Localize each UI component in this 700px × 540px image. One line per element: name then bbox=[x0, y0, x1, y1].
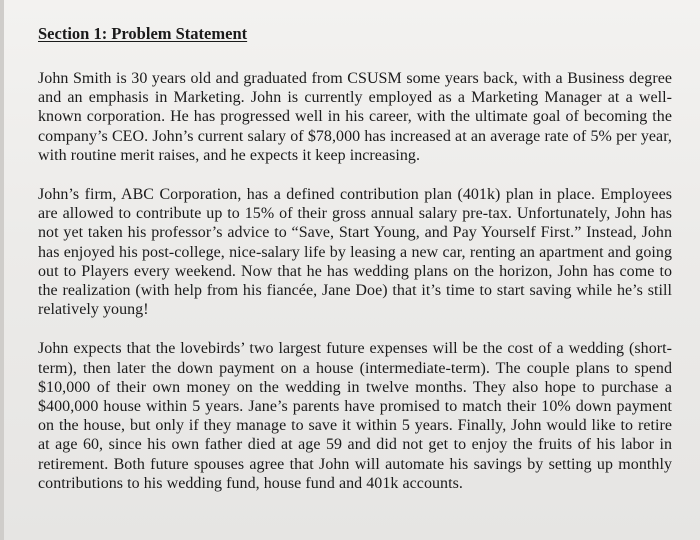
document-content bbox=[38, 24, 672, 513]
page-edge-shadow bbox=[0, 0, 4, 540]
paragraph-intro: John Smith is 30 years old and graduated from CSUSM some years back, with a Business degree and an emphasis in Marketing. John is currently employed as a Marketing Manager at a well-known corporation. He has progressed well in his career, with the ultimate goal of becoming the company’s CEO. John’s current salary of $78,000 has increased at an average rate of 5% per year, with routine merit raises, and he expects it keep increasing. bbox=[38, 70, 672, 164]
section-heading: Section 1: Problem Statement bbox=[38, 24, 248, 43]
paragraph-future-expenses: John expects that the lovebirds’ two largest future expenses will be the cost of a wedding (short-term), then later the down payment on a house (intermediate-term). The couple plans to spend $10,000 of their own money on the wedding in twelve months. They also hope to purchase a $400,000 house within 5 years. Jane’s parents have promised to match their 10% down payment on the house, but only if they manage to save it within 5 years. Finally, John would like to retire at age 60, since his own father died at age 59 and did not get to enjoy the fruits of his labor in retirement. Both future spouses agree that John will automate his savings by setting up monthly contributions to his wedding fund, house fund and 401k accounts. bbox=[38, 340, 672, 492]
paragraph-401k-plan: John’s firm, ABC Corporation, has a defined contribution plan (401k) plan in place. Employees are allowed to contribute up to 15% of their gross annual salary pre-tax. Unfortunately, John has not yet taken his professor’s advice to “Save, Start Young, and Pay Yourself First.” Instead, John has enjoyed his post-college, nice-salary life by leasing a new car, renting an apartment and going out to Players every weekend. Now that he has wedding plans on the horizon, John has come to the realization (with help from his fiancée, Jane Doe) that it’s time to start saving while he’s still relatively young! bbox=[38, 186, 672, 319]
